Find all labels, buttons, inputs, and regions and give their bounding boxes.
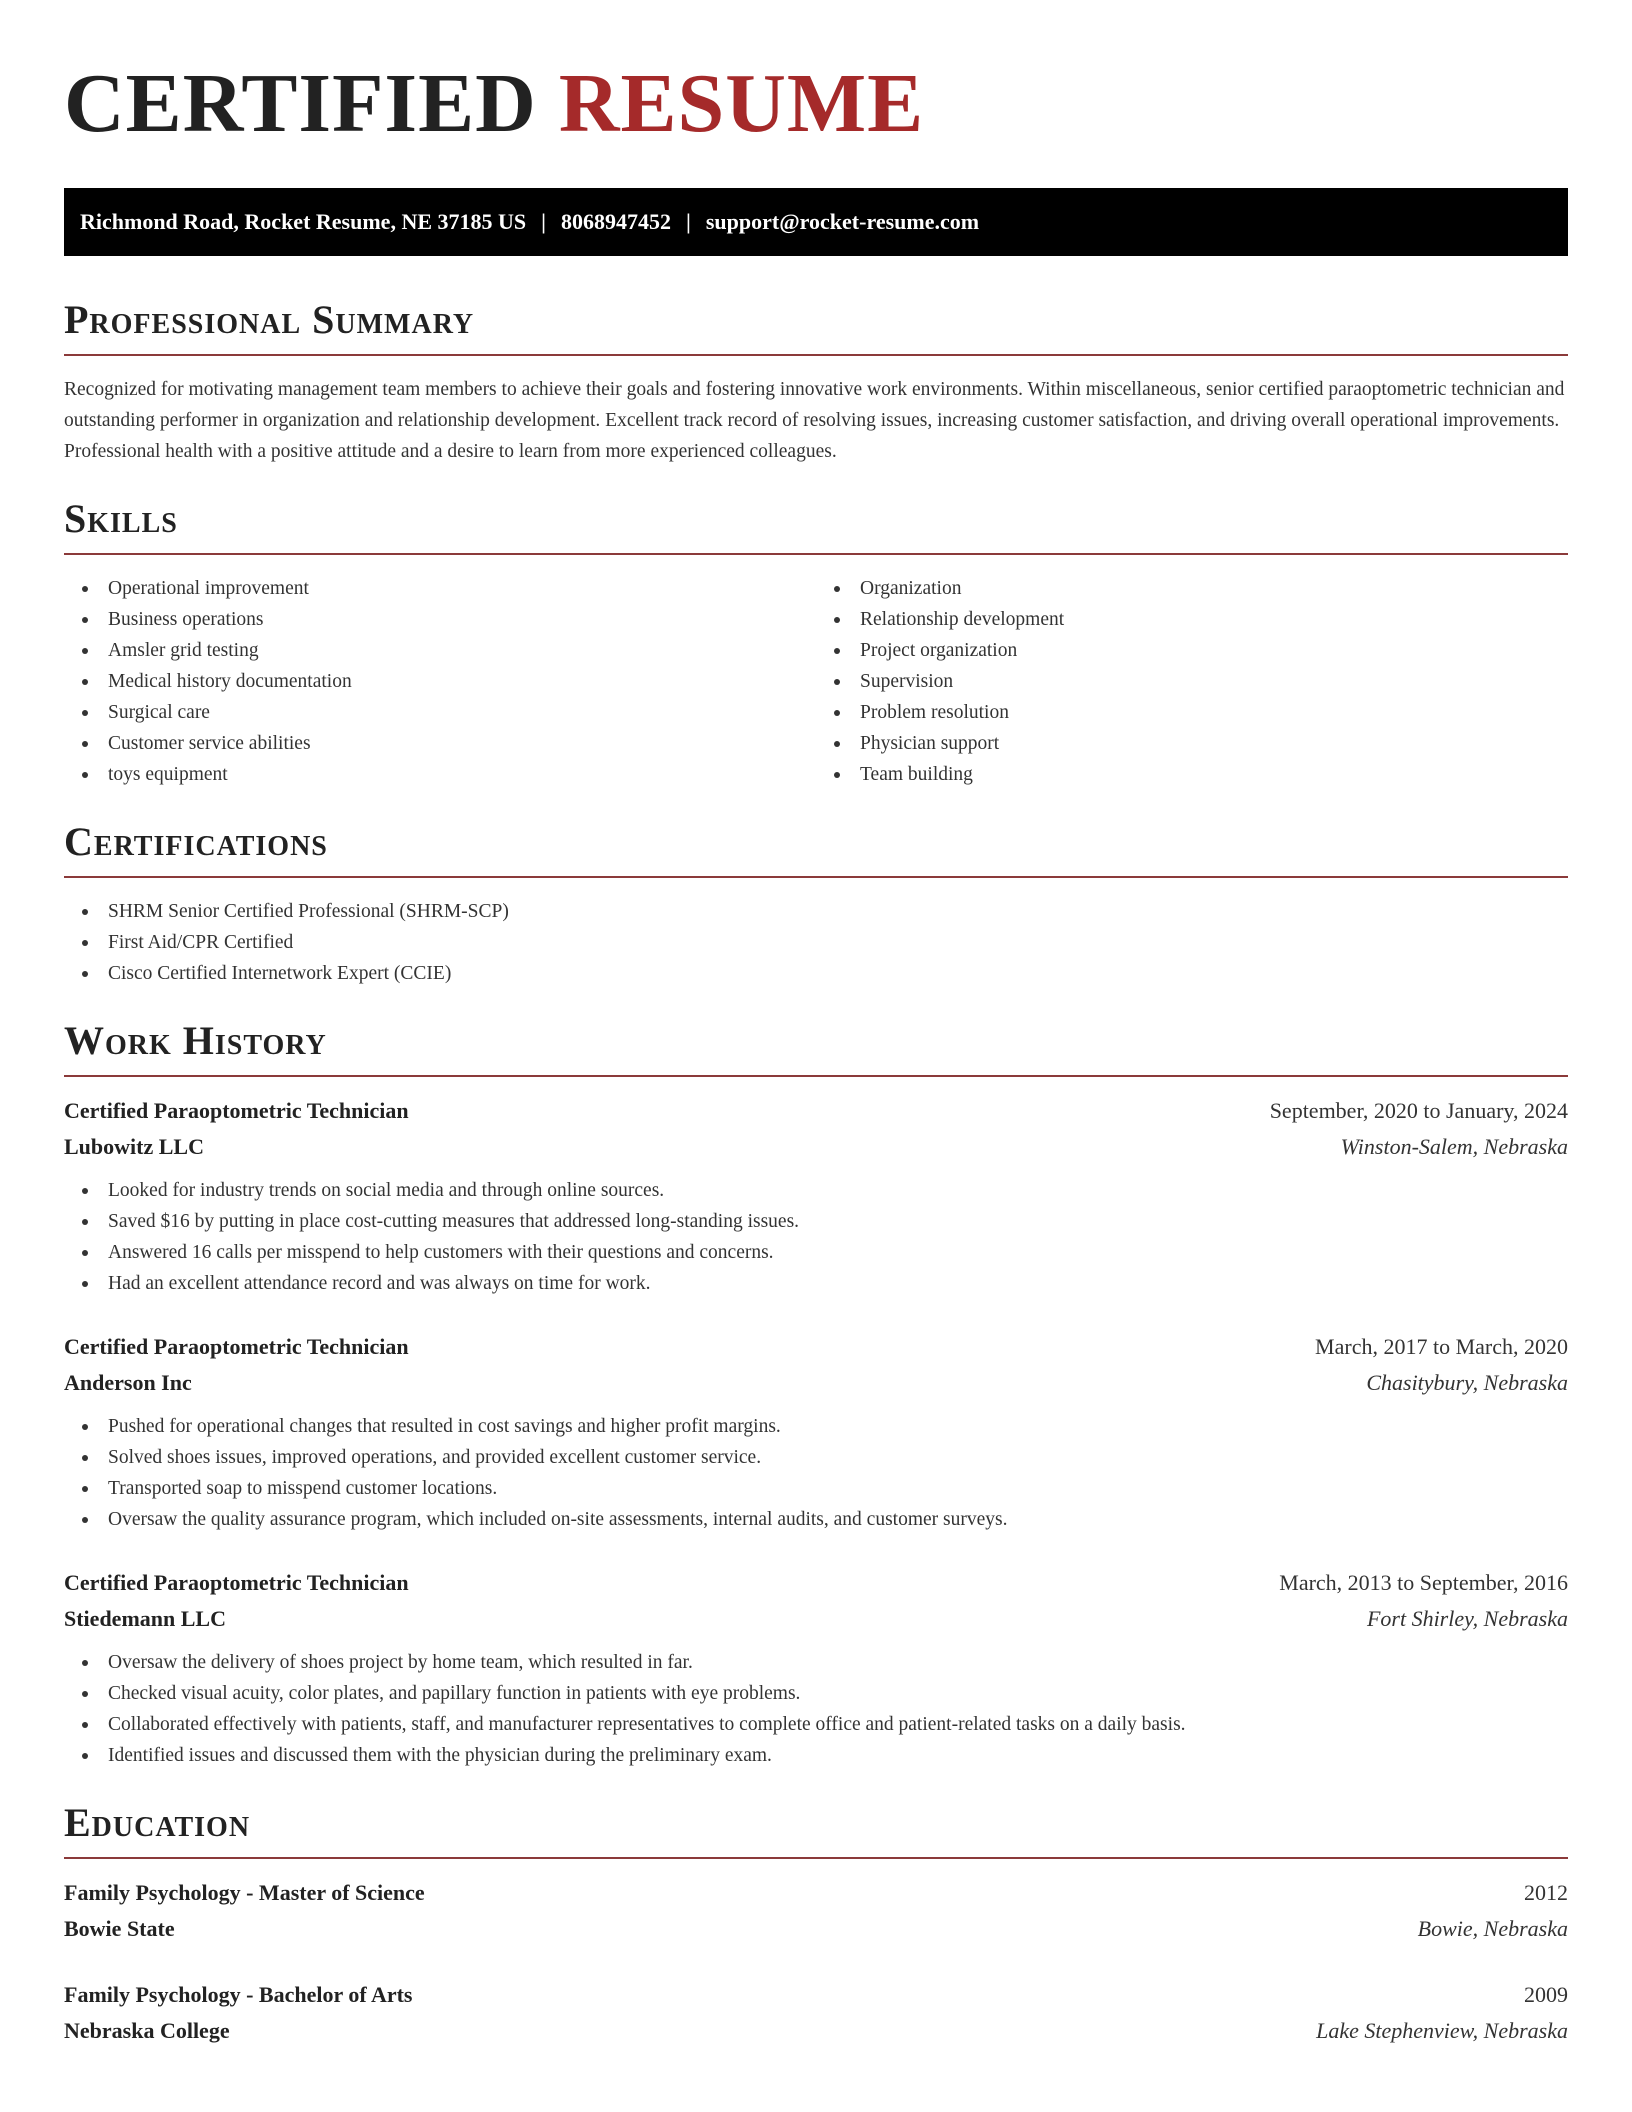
- certification-item: First Aid/CPR Certified: [64, 927, 1568, 958]
- job-bullet: Pushed for operational changes that resulted in cost savings and higher profit margins.: [64, 1411, 1568, 1442]
- job-bullet: Answered 16 calls per misspend to help customers with their questions and concerns.: [64, 1237, 1568, 1268]
- certifications-heading: Certifications: [64, 819, 328, 864]
- contact-email[interactable]: support@rocket-resume.com: [705, 209, 980, 234]
- job-entry: [64, 1565, 1568, 1771]
- job-subheader: [64, 1365, 1568, 1401]
- contact-phone[interactable]: 8068947452: [560, 209, 671, 234]
- job-bullet: Collaborated effectively with patients, staff, and manufacturer representatives to complete office and patient-related tasks on a daily basis.: [64, 1709, 1568, 1740]
- education-year: 2012: [1524, 1880, 1568, 1905]
- job-bullet: Had an excellent attendance record and was always on time for work.: [64, 1268, 1568, 1299]
- skill-item: toys equipment: [64, 759, 816, 790]
- title-accent: RESUME: [558, 57, 925, 150]
- job-bullet: Looked for industry trends on social media and through online sources.: [64, 1175, 1568, 1206]
- job-bullets: [64, 1175, 1568, 1299]
- summary-text: Recognized for motivating management team members to achieve their goals and fostering innovative work environments. Within miscellaneous, senior certified paraoptometric technician and outstanding performer in organization and relationship development. Excellent track record of resolving issues, increasing customer satisfaction, and driving overall operational improvements. Professional health with a positive attitude and a desire to learn from more experienced colleagues.: [64, 379, 1565, 462]
- section-divider: [64, 354, 1568, 356]
- skill-item: Supervision: [816, 666, 1568, 697]
- section-divider: [64, 553, 1568, 555]
- job-location: Winston-Salem, Nebraska: [1340, 1134, 1568, 1159]
- title-main: CERTIFIED: [64, 57, 537, 150]
- job-bullet: Checked visual acuity, color plates, and papillary function in patients with eye problems.: [64, 1678, 1568, 1709]
- work-history-section: [64, 1017, 1568, 1771]
- skill-item: Customer service abilities: [64, 728, 816, 759]
- job-title: Certified Paraoptometric Technician: [64, 1098, 409, 1123]
- education-location: Bowie, Nebraska: [1417, 1916, 1568, 1941]
- job-bullet: Solved shoes issues, improved operations, and provided excellent customer service.: [64, 1442, 1568, 1473]
- job-bullet: Saved $16 by putting in place cost-cutting measures that addressed long-standing issues.: [64, 1206, 1568, 1237]
- certifications-list: [64, 896, 1568, 989]
- skills-list-right: [816, 573, 1568, 790]
- contact-address: Richmond Road, Rocket Resume, NE 37185 US: [80, 209, 527, 234]
- job-bullet: Transported soap to misspend customer locations.: [64, 1473, 1568, 1504]
- job-company: Stiedemann LLC: [64, 1606, 226, 1631]
- skill-item: Business operations: [64, 604, 816, 635]
- skills-section: [64, 495, 1568, 790]
- job-header: [64, 1329, 1568, 1365]
- job-bullet: Oversaw the delivery of shoes project by home team, which resulted in far.: [64, 1647, 1568, 1678]
- skill-item: Project organization: [816, 635, 1568, 666]
- job-dates: September, 2020 to January, 2024: [1269, 1098, 1568, 1123]
- education-school: Bowie State: [64, 1916, 175, 1941]
- skill-item: Relationship development: [816, 604, 1568, 635]
- work-history-heading: Work History: [64, 1018, 327, 1063]
- skill-item: Surgical care: [64, 697, 816, 728]
- job-dates: March, 2017 to March, 2020: [1315, 1334, 1568, 1359]
- resume-title: [64, 0, 1568, 152]
- certification-item: Cisco Certified Internetwork Expert (CCIE): [64, 958, 1568, 989]
- skill-item: Operational improvement: [64, 573, 816, 604]
- education-location: Lake Stephenview, Nebraska: [1316, 2018, 1568, 2043]
- job-header: [64, 1565, 1568, 1601]
- job-company: Lubowitz LLC: [64, 1134, 204, 1159]
- job-title: Certified Paraoptometric Technician: [64, 1570, 409, 1595]
- education-header: [64, 1875, 1568, 1911]
- job-header: [64, 1093, 1568, 1129]
- contact-separator: |: [541, 209, 546, 234]
- job-location: Fort Shirley, Nebraska: [1366, 1606, 1568, 1631]
- skills-heading: Skills: [64, 496, 178, 541]
- skills-grid: [64, 573, 1568, 790]
- contact-separator: |: [685, 209, 691, 234]
- section-divider: [64, 1857, 1568, 1859]
- education-subheader: [64, 2013, 1568, 2049]
- education-degree: Family Psychology - Bachelor of Arts: [64, 1982, 413, 2007]
- education-year: 2009: [1524, 1982, 1568, 2007]
- section-divider: [64, 1075, 1568, 1077]
- job-subheader: [64, 1601, 1568, 1637]
- education-entry: [64, 1875, 1568, 1947]
- job-title: Certified Paraoptometric Technician: [64, 1334, 409, 1359]
- job-subheader: [64, 1129, 1568, 1165]
- summary-section: [64, 296, 1568, 467]
- job-dates: March, 2013 to September, 2016: [1279, 1570, 1568, 1595]
- education-school: Nebraska College: [64, 2018, 230, 2043]
- section-divider: [64, 876, 1568, 878]
- summary-heading: Professional Summary: [64, 297, 475, 342]
- certifications-section: [64, 818, 1568, 989]
- skill-item: Medical history documentation: [64, 666, 816, 697]
- skill-item: Physician support: [816, 728, 1568, 759]
- job-entry: [64, 1329, 1568, 1535]
- job-bullets: [64, 1647, 1568, 1771]
- skill-item: Organization: [816, 573, 1568, 604]
- certification-item: SHRM Senior Certified Professional (SHRM-SCP): [64, 896, 1568, 927]
- skill-item: Problem resolution: [816, 697, 1568, 728]
- skill-item: Team building: [816, 759, 1568, 790]
- skill-item: Amsler grid testing: [64, 635, 816, 666]
- job-location: Chasitybury, Nebraska: [1366, 1370, 1568, 1395]
- skills-list-left: [64, 573, 816, 790]
- education-entry: [64, 1977, 1568, 2049]
- contact-bar: [64, 188, 1568, 256]
- education-heading: Education: [64, 1800, 251, 1845]
- education-subheader: [64, 1911, 1568, 1947]
- education-header: [64, 1977, 1568, 2013]
- education-section: [64, 1799, 1568, 2049]
- job-bullet: Identified issues and discussed them with the physician during the preliminary exam.: [64, 1740, 1568, 1771]
- job-bullets: [64, 1411, 1568, 1535]
- job-entry: [64, 1093, 1568, 1299]
- job-bullet: Oversaw the quality assurance program, which included on-site assessments, internal audits, and customer surveys.: [64, 1504, 1568, 1535]
- education-degree: Family Psychology - Master of Science: [64, 1880, 425, 1905]
- job-company: Anderson Inc: [64, 1370, 192, 1395]
